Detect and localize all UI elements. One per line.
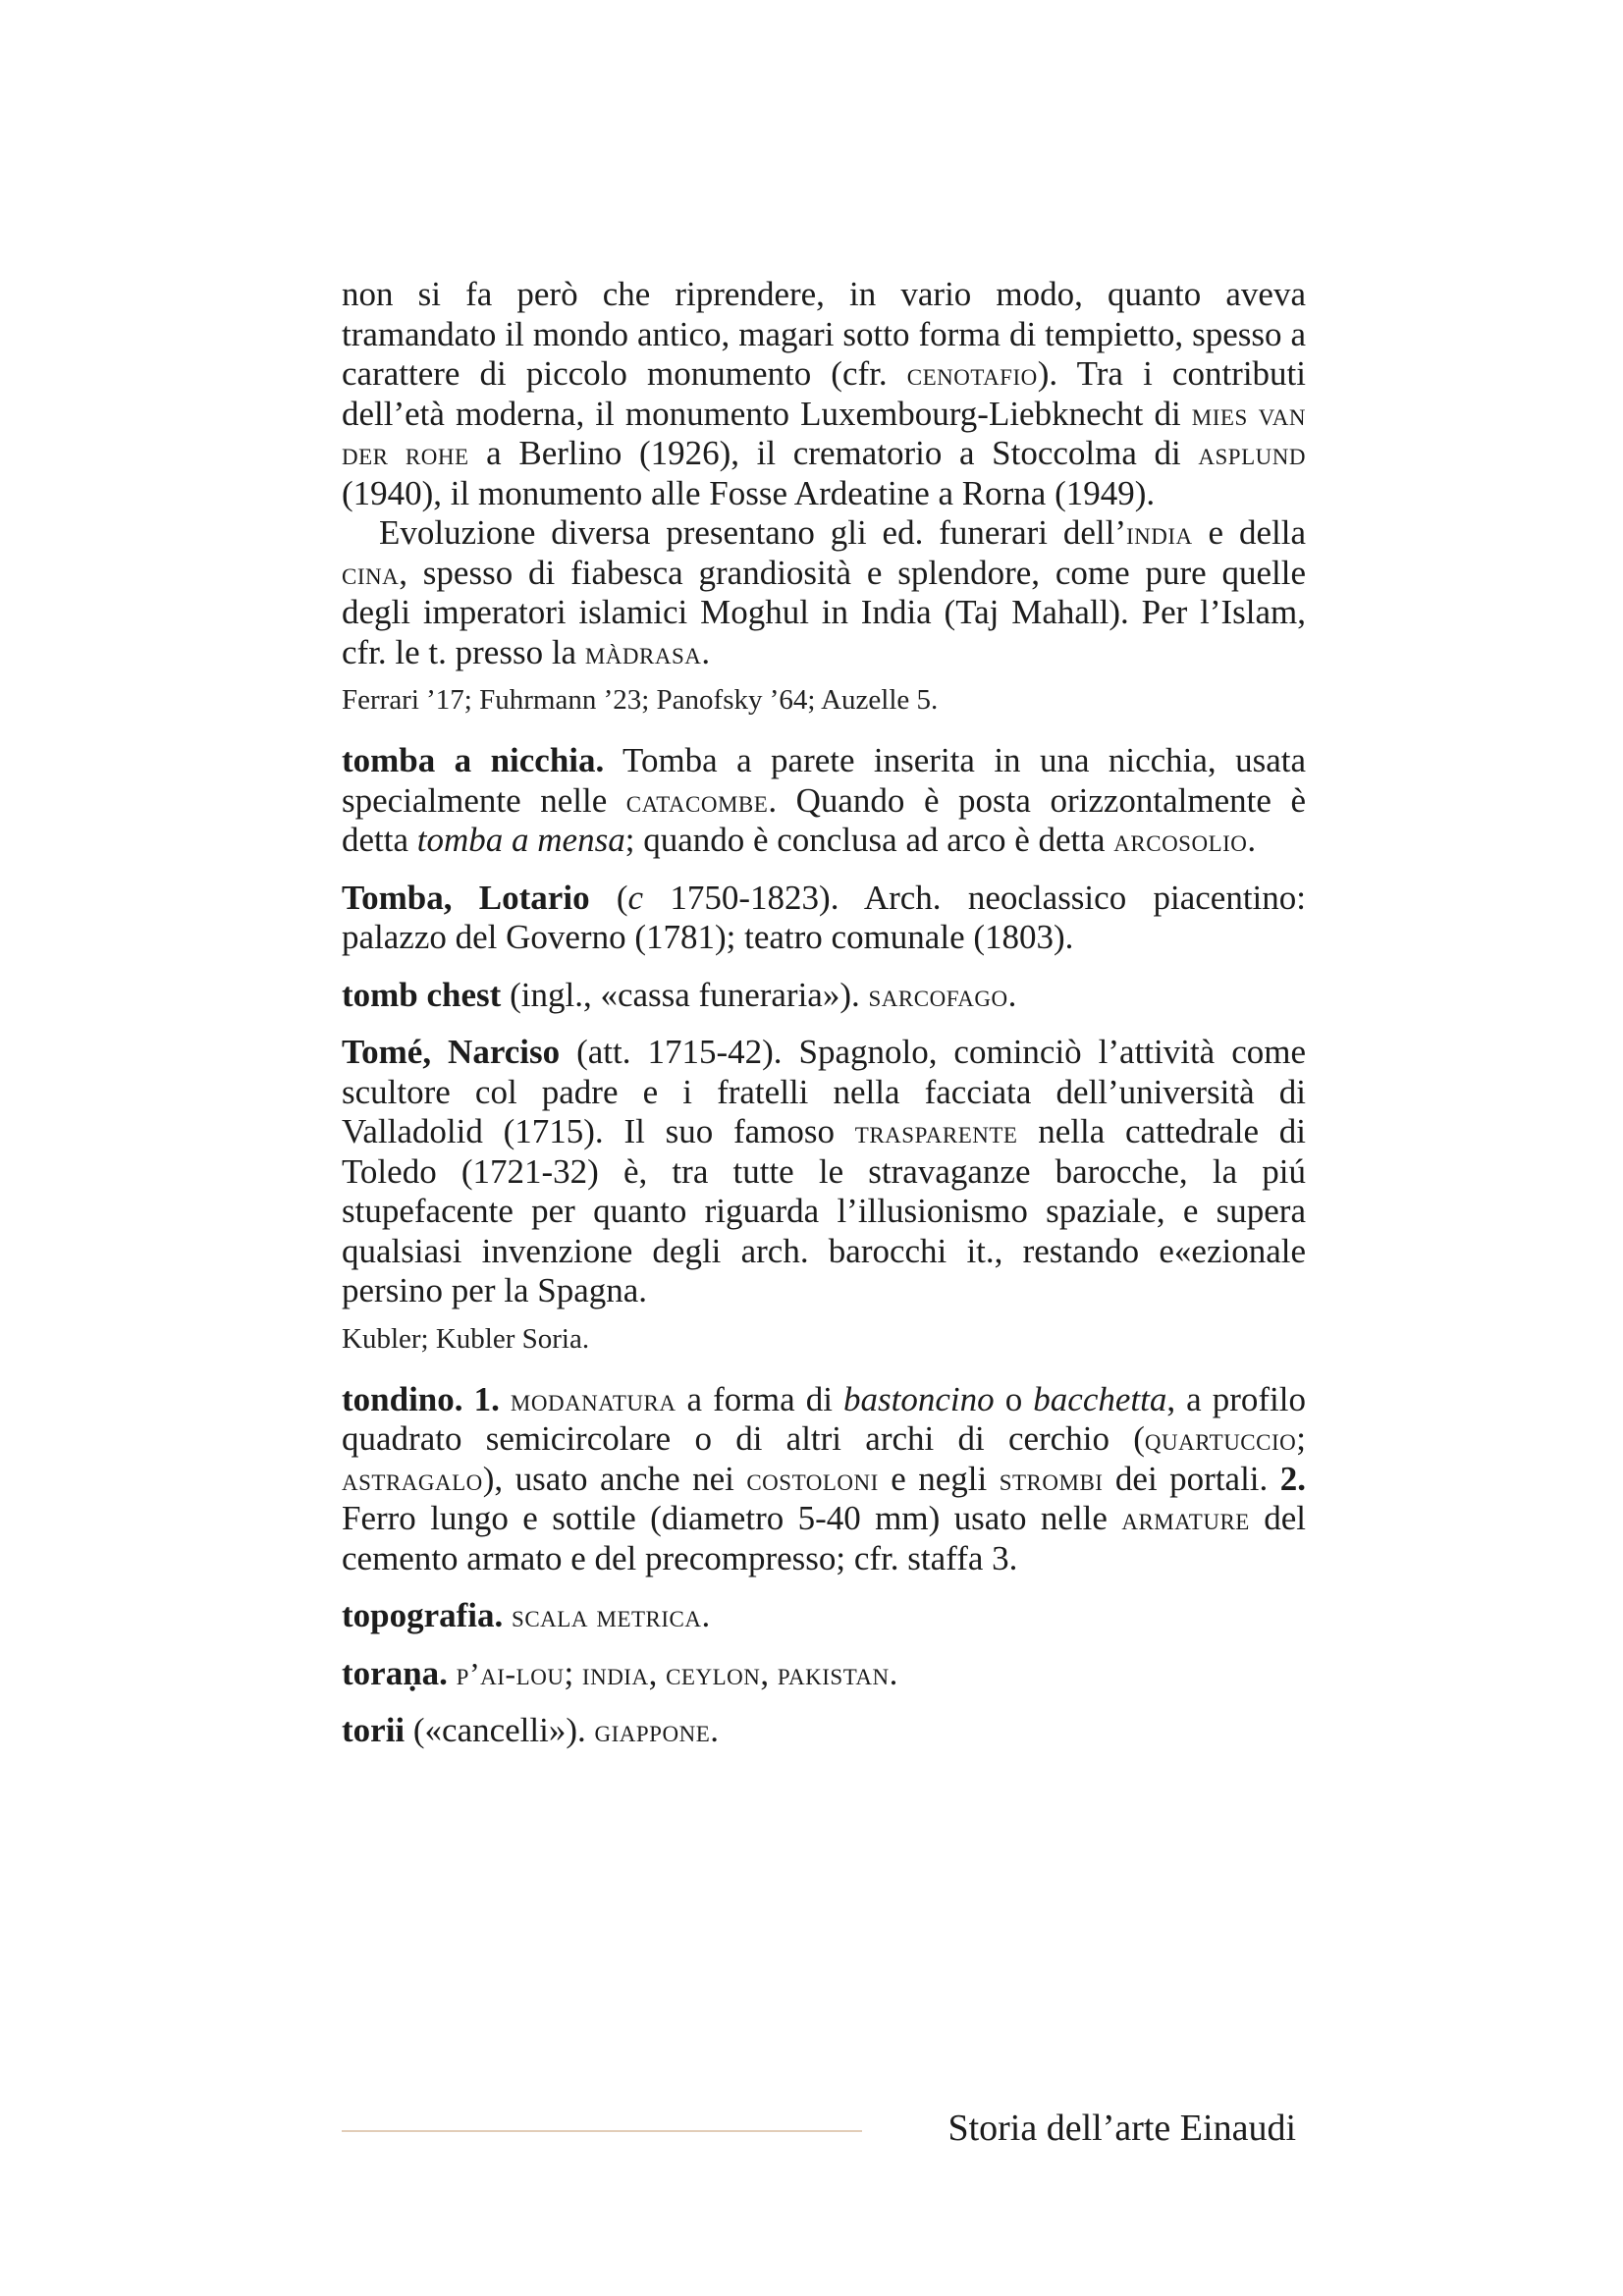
- headword: Tomba, Lotario: [342, 878, 590, 917]
- entry-torii: torii («cancelli»). giappone.: [342, 1711, 719, 1749]
- paragraph-evoluzione: Evoluzione diversa presentano gli ed. funerari dell’india e della cina, spesso di fiabesca grandiosità e splendore, come pure quelle degli imperatori islamici Moghul in India (Taj Mahall). Per l’Islam, cfr. le t. presso la màdrasa.: [342, 513, 1306, 671]
- bibliography-tome: Kubler; Kubler Soria.: [342, 1322, 590, 1355]
- cross-ref: modanatura: [510, 1381, 676, 1417]
- headword: tomb chest: [342, 975, 502, 1014]
- page-body: [342, 275, 1306, 1769]
- paragraph-intro: non si fa però che riprendere, in vario modo, quanto aveva tramandato il mondo antico, magari sotto forma di tempietto, spesso a carattere di piccolo monumento (cfr. cenotafio). Tra i contributi dell’età moderna, il monumento Luxembourg-Liebknecht di mies van der rohe a Berlino (1926), il crematorio a Stoccolma di asplund (1940), il monumento alle Fosse Ardeatine a Rorna (1949).: [342, 275, 1306, 512]
- headword: tondino.: [342, 1379, 463, 1418]
- entry-tome-narciso: Tomé, Narciso (att. 1715-42). Spagnolo, cominciò l’attività come scultore col padre e i fratelli nella facciata dell’università di Valladolid (1715). Il suo famoso trasparente nella cattedrale di Toledo (1721-32) è, tra tutte le stravaganze barocche, la piú stupefacente per quanto riguarda l’illusionismo spaziale, e supera qualsiasi invenzione degli arch. barocchi it., restando e«ezionale persino per la Spagna. Kubler; Kubler Soria.: [342, 1033, 1306, 1359]
- page-footer: [342, 2101, 1306, 2160]
- entry-tondino: tondino. 1. modanatura a forma di bastoncino o bacchetta, a profilo quadrato semicircolare o di altri archi di cerchio (quartuccio; astragalo), usato anche nei costoloni e negli strombi dei portali. 2. Ferro lungo e sottile (diametro 5-40 mm) usato nelle armature del cemento armato e del precompresso; cfr. staffa 3.: [342, 1379, 1307, 1577]
- entry-topografia: topografia. scala metrica.: [342, 1596, 711, 1634]
- cross-ref: astragalo: [342, 1461, 483, 1497]
- cross-ref-cenotafio: cenotafio: [906, 356, 1038, 392]
- cross-ref: ceylon: [666, 1655, 761, 1691]
- cross-ref: scala metrica: [512, 1598, 702, 1633]
- entry-tomba-lotario: Tomba, Lotario (c 1750-1823). Arch. neoclassico piacentino: palazzo del Governo (1781); teatro comunale (1803).: [342, 878, 1306, 956]
- cross-ref-mies: mies van der rohe: [342, 396, 1306, 471]
- footer-rule: [342, 2130, 862, 2132]
- cross-ref: costoloni: [746, 1461, 879, 1497]
- cross-ref: p’ai-lou: [456, 1655, 565, 1691]
- cross-ref: quartuccio: [1144, 1421, 1297, 1457]
- cross-ref-cina: cina: [342, 555, 400, 591]
- entry-torana: toraṇa. p’ai-lou; india, ceylon, pakistan.: [342, 1653, 898, 1692]
- headword: torii: [342, 1711, 406, 1749]
- cross-ref-asplund: asplund: [1198, 436, 1306, 471]
- cross-ref: strombi: [999, 1461, 1104, 1497]
- cross-ref: giappone: [594, 1713, 711, 1748]
- headword: toraṇa.: [342, 1653, 448, 1692]
- cross-ref: sarcofago: [868, 977, 1008, 1013]
- cross-ref: pakistan: [777, 1655, 890, 1691]
- headword: tomba a nicchia.: [342, 741, 605, 779]
- entry-tomba-a-nicchia: tomba a nicchia. Tomba a parete inserita in una nicchia, usata specialmente nelle catacombe. Quando è posta orizzontalmente è detta tomba a mensa; quando è conclusa ad arco è detta arcosolio.: [342, 741, 1306, 859]
- entry-tomb-chest: tomb chest (ingl., «cassa funeraria»). sarcofago.: [342, 975, 1017, 1014]
- cross-ref-india: india: [1126, 515, 1193, 551]
- footer-publisher-title: Storia dell’arte Einaudi: [947, 2108, 1296, 2149]
- cross-ref: india: [581, 1655, 649, 1691]
- bibliography-tomba: Ferrari ’17; Fuhrmann ’23; Panofsky ’64; Auzelle 5.: [342, 684, 939, 716]
- cross-ref: armature: [1121, 1501, 1250, 1536]
- headword: topografia.: [342, 1596, 504, 1634]
- cross-ref: trasparente: [854, 1114, 1018, 1149]
- entry-tomba-continuation: [342, 275, 1306, 720]
- cross-ref: arcosolio: [1113, 823, 1248, 858]
- cross-ref: catacombe: [625, 782, 769, 819]
- headword: Tomé, Narciso: [342, 1033, 561, 1071]
- cross-ref-madrasa: màdrasa: [584, 634, 702, 670]
